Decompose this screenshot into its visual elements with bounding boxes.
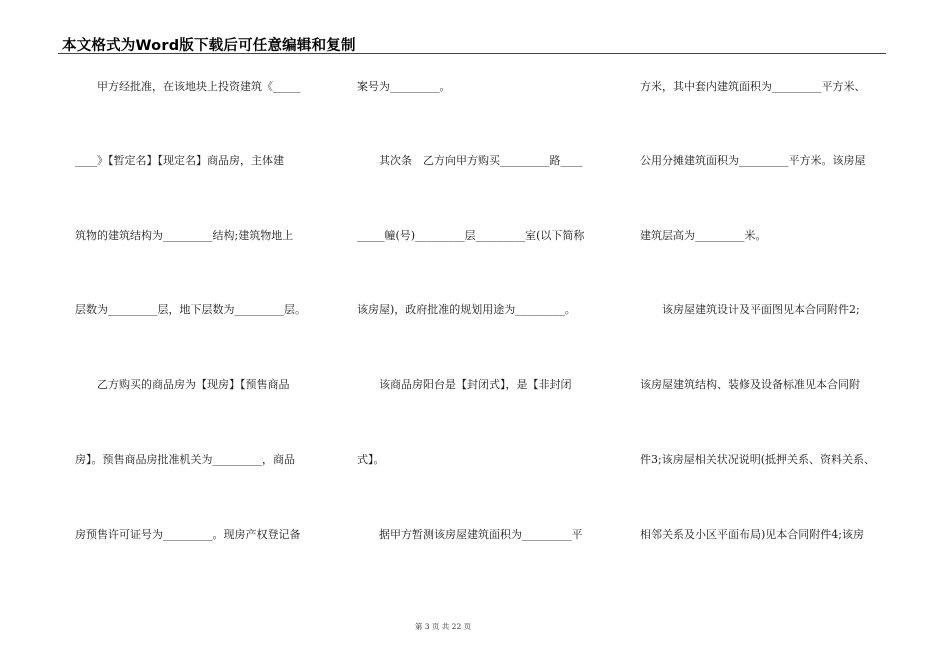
header-divider (58, 53, 886, 54)
text-line: 该房屋建筑设计及平面图见本合同附件2; (640, 303, 860, 316)
text-line: 公用分摊建筑面积为_________平方米。该房屋 (640, 154, 866, 167)
text-line: 方米，其中套内建筑面积为_________平方米、 (640, 80, 866, 93)
text-line: 案号为_________。 (357, 80, 451, 93)
text-line: ____》【暂定名】【现定名】商品房，主体建 (75, 154, 284, 167)
text-line: 其次条 乙方向甲方购买_________路____ (357, 154, 583, 167)
page-number: 第 3 页 共 22 页 (414, 622, 472, 631)
text-line: 相邻关系及小区平面布局)见本合同附件4;该房 (640, 528, 864, 541)
document-header-title: 本文格式为Word版下载后可任意编辑和复制 (62, 38, 356, 54)
text-line: 甲方经批准，在该地块上投资建筑《_____ (75, 80, 301, 93)
text-line: 建筑层高为_________米。 (640, 229, 767, 242)
text-line: 式】。 (357, 453, 385, 466)
text-line: 件3;该房屋相关状况说明(抵押关系、资料关系、 (640, 453, 875, 466)
text-line: _____幢(号)_________层_________室(以下简称 (357, 229, 585, 242)
text-line: 该房屋)，政府批准的规划用途为_________。 (357, 303, 576, 316)
text-line: 房预售许可证号为_________。现房产权登记备 (75, 528, 301, 541)
text-line: 该房屋建筑结构、装修及设备标准见本合同附 (640, 378, 860, 391)
text-line: 该商品房阳台是【封闭式】，是【非封闭 (357, 378, 572, 391)
text-line: 筑物的建筑结构为_________结构;建筑物地上 (75, 229, 294, 242)
text-line: 乙方购买的商品房为【现房】【预售商品 (75, 378, 290, 391)
text-line: 层数为_________层，地下层数为_________层。 (75, 303, 306, 316)
text-line: 房】。预售商品房批准机关为_________，商品 (75, 453, 295, 466)
text-line: 据甲方暂测该房屋建筑面积为_________平 (357, 528, 583, 541)
